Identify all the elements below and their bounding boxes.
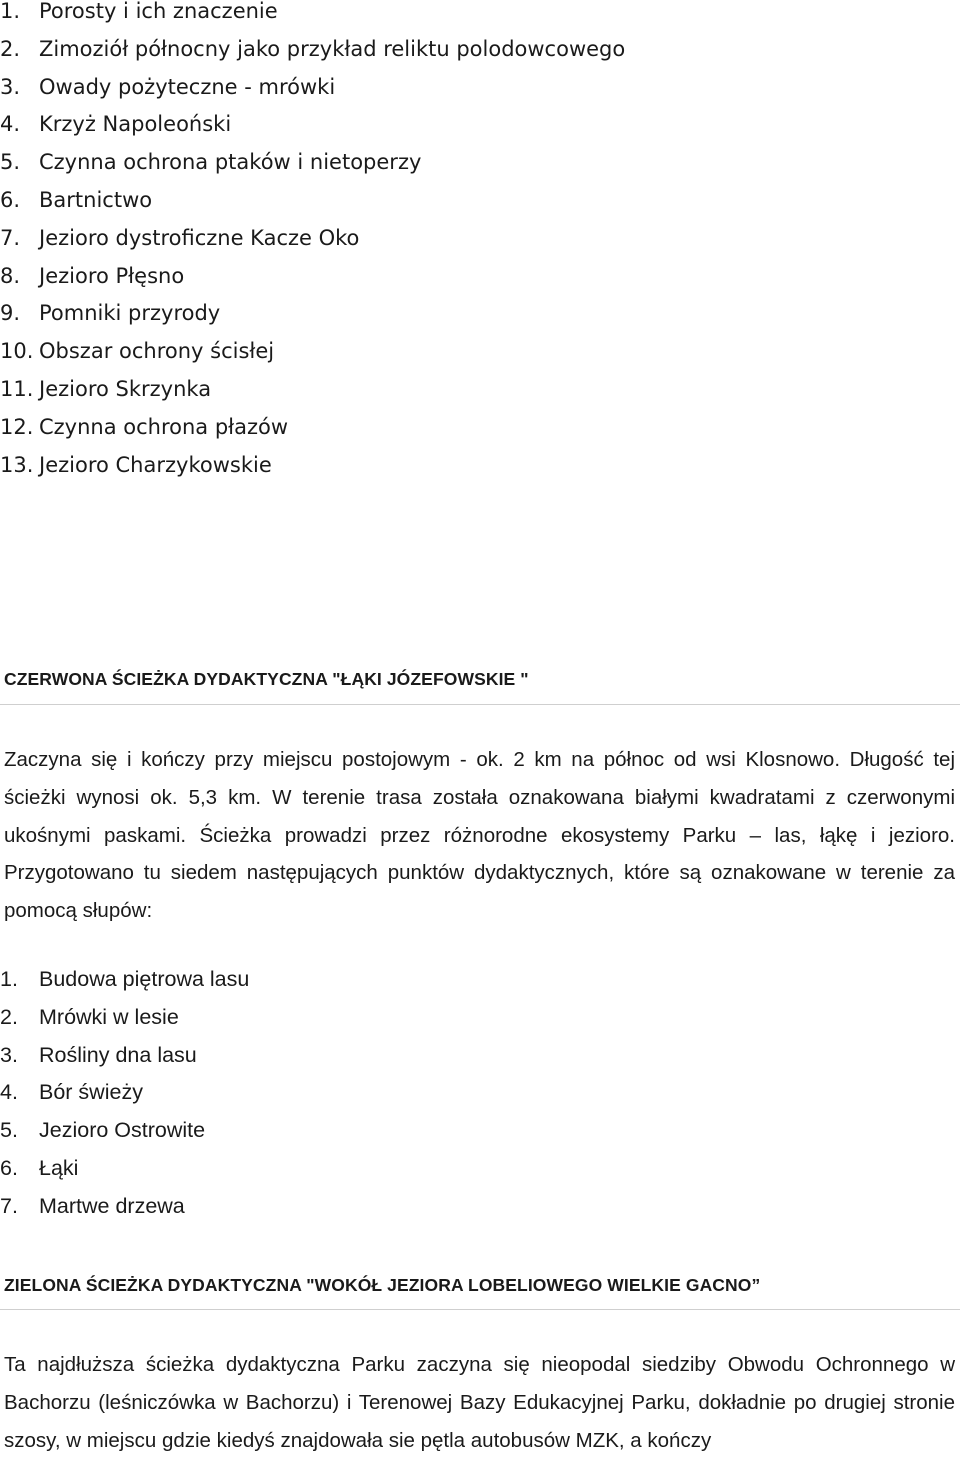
list-item — [0, 447, 625, 485]
item-number: 9. — [0, 301, 21, 326]
section-divider — [0, 1309, 960, 1310]
list-item — [0, 333, 625, 371]
section-divider — [0, 704, 960, 705]
list-item — [0, 220, 625, 258]
item-text: Czynna ochrona ptaków i nietoperzy — [39, 150, 422, 175]
red-trail-points-list — [0, 961, 249, 1226]
item-number: 4. — [0, 1080, 18, 1105]
item-number: 6. — [0, 1155, 18, 1180]
list-item — [0, 1074, 249, 1112]
item-number: 5. — [0, 150, 21, 175]
red-trail-heading: CZERWONA ŚCIEŻKA DYDAKTYCZNA "ŁĄKI JÓZEFOWSKIE " — [4, 669, 529, 689]
list-item — [0, 144, 625, 182]
item-number: 7. — [0, 1193, 18, 1218]
item-number: 10. — [0, 339, 34, 364]
item-number: 11. — [0, 376, 34, 401]
item-text: Pomniki przyrody — [39, 301, 221, 326]
item-number: 5. — [0, 1118, 18, 1143]
item-number: 2. — [0, 1004, 18, 1029]
item-number: 7. — [0, 225, 21, 250]
item-text: Jezioro Skrzynka — [39, 376, 212, 401]
item-text: Bór świeży — [39, 1080, 143, 1105]
list-item — [0, 1150, 249, 1188]
item-number: 12. — [0, 414, 34, 439]
item-text: Łąki — [39, 1155, 79, 1180]
item-number: 8. — [0, 263, 21, 288]
list-item — [0, 69, 625, 107]
item-text: Jezioro Charzykowskie — [39, 452, 272, 477]
item-number: 1. — [0, 967, 18, 991]
list-item — [0, 295, 625, 333]
item-text: Krzyż Napoleoński — [39, 112, 232, 137]
green-trail-description: Ta najdłuższa ścieżka dydaktyczna Parku zaczyna się nieopodal siedziby Obwodu Ochronnego w Bachorzu (leśniczówka w Bachorzu) i Terenowej Bazy Edukacyjnej Parku, dokładnie po drugiej stronie szosy, w miejscu gdzie kiedyś znajdowała sie pętla autobusów MZK, a kończy — [4, 1353, 955, 1452]
item-text: Porosty i ich znaczenie — [39, 0, 278, 23]
item-number: 2. — [0, 36, 21, 61]
item-text: Budowa piętrowa lasu — [39, 967, 250, 991]
list-item — [0, 1112, 249, 1150]
item-number: 13. — [0, 452, 34, 477]
item-text: Owady pożyteczne - mrówki — [39, 74, 336, 99]
list-item — [0, 1037, 249, 1075]
list-item — [0, 409, 625, 447]
item-number: 6. — [0, 187, 21, 212]
item-text: Jezioro dystroficzne Kacze Oko — [39, 225, 360, 250]
red-trail-description: Zaczyna się i kończy przy miejscu postojowym - ok. 2 km na północ od wsi Klosnowo. Długość tej ścieżki wynosi ok. 5,3 km. W terenie trasa została oznakowana białymi kwadratami z czerwonymi ukośnymi paskami. Ścieżka prowadzi przez różnorodne ekosystemy Parku – las, łąkę i jezioro. Przygotowano tu siedem następujących punktów dydaktycznych, które są oznakowane w terenie za pomocą słupów: — [4, 748, 955, 923]
trail-points-list — [0, 0, 625, 484]
list-item — [0, 961, 249, 999]
item-text: Czynna ochrona płazów — [39, 414, 289, 439]
list-item — [0, 106, 625, 144]
item-text: Jezioro Ostrowite — [39, 1118, 206, 1143]
list-item — [0, 371, 625, 409]
item-text: Mrówki w lesie — [39, 1004, 179, 1029]
item-text: Zimoziół północny jako przykład reliktu polodowcowego — [39, 36, 626, 61]
item-number: 3. — [0, 1042, 18, 1067]
list-item — [0, 999, 249, 1037]
item-text: Rośliny dna lasu — [39, 1042, 197, 1067]
item-text: Martwe drzewa — [39, 1193, 185, 1218]
item-number: 1. — [0, 0, 21, 23]
list-item — [0, 1188, 249, 1226]
list-item — [0, 31, 625, 69]
list-item — [0, 0, 625, 31]
item-text: Obszar ochrony ścisłej — [39, 339, 275, 364]
item-text: Bartnictwo — [39, 187, 153, 212]
list-item — [0, 258, 625, 296]
green-trail-heading: ZIELONA ŚCIEŻKA DYDAKTYCZNA "WOKÓŁ JEZIORA LOBELIOWEGO WIELKIE GACNO” — [4, 1275, 761, 1295]
item-number: 3. — [0, 74, 21, 99]
item-number: 4. — [0, 112, 21, 137]
list-item — [0, 182, 625, 220]
item-text: Jezioro Płęsno — [39, 263, 185, 288]
